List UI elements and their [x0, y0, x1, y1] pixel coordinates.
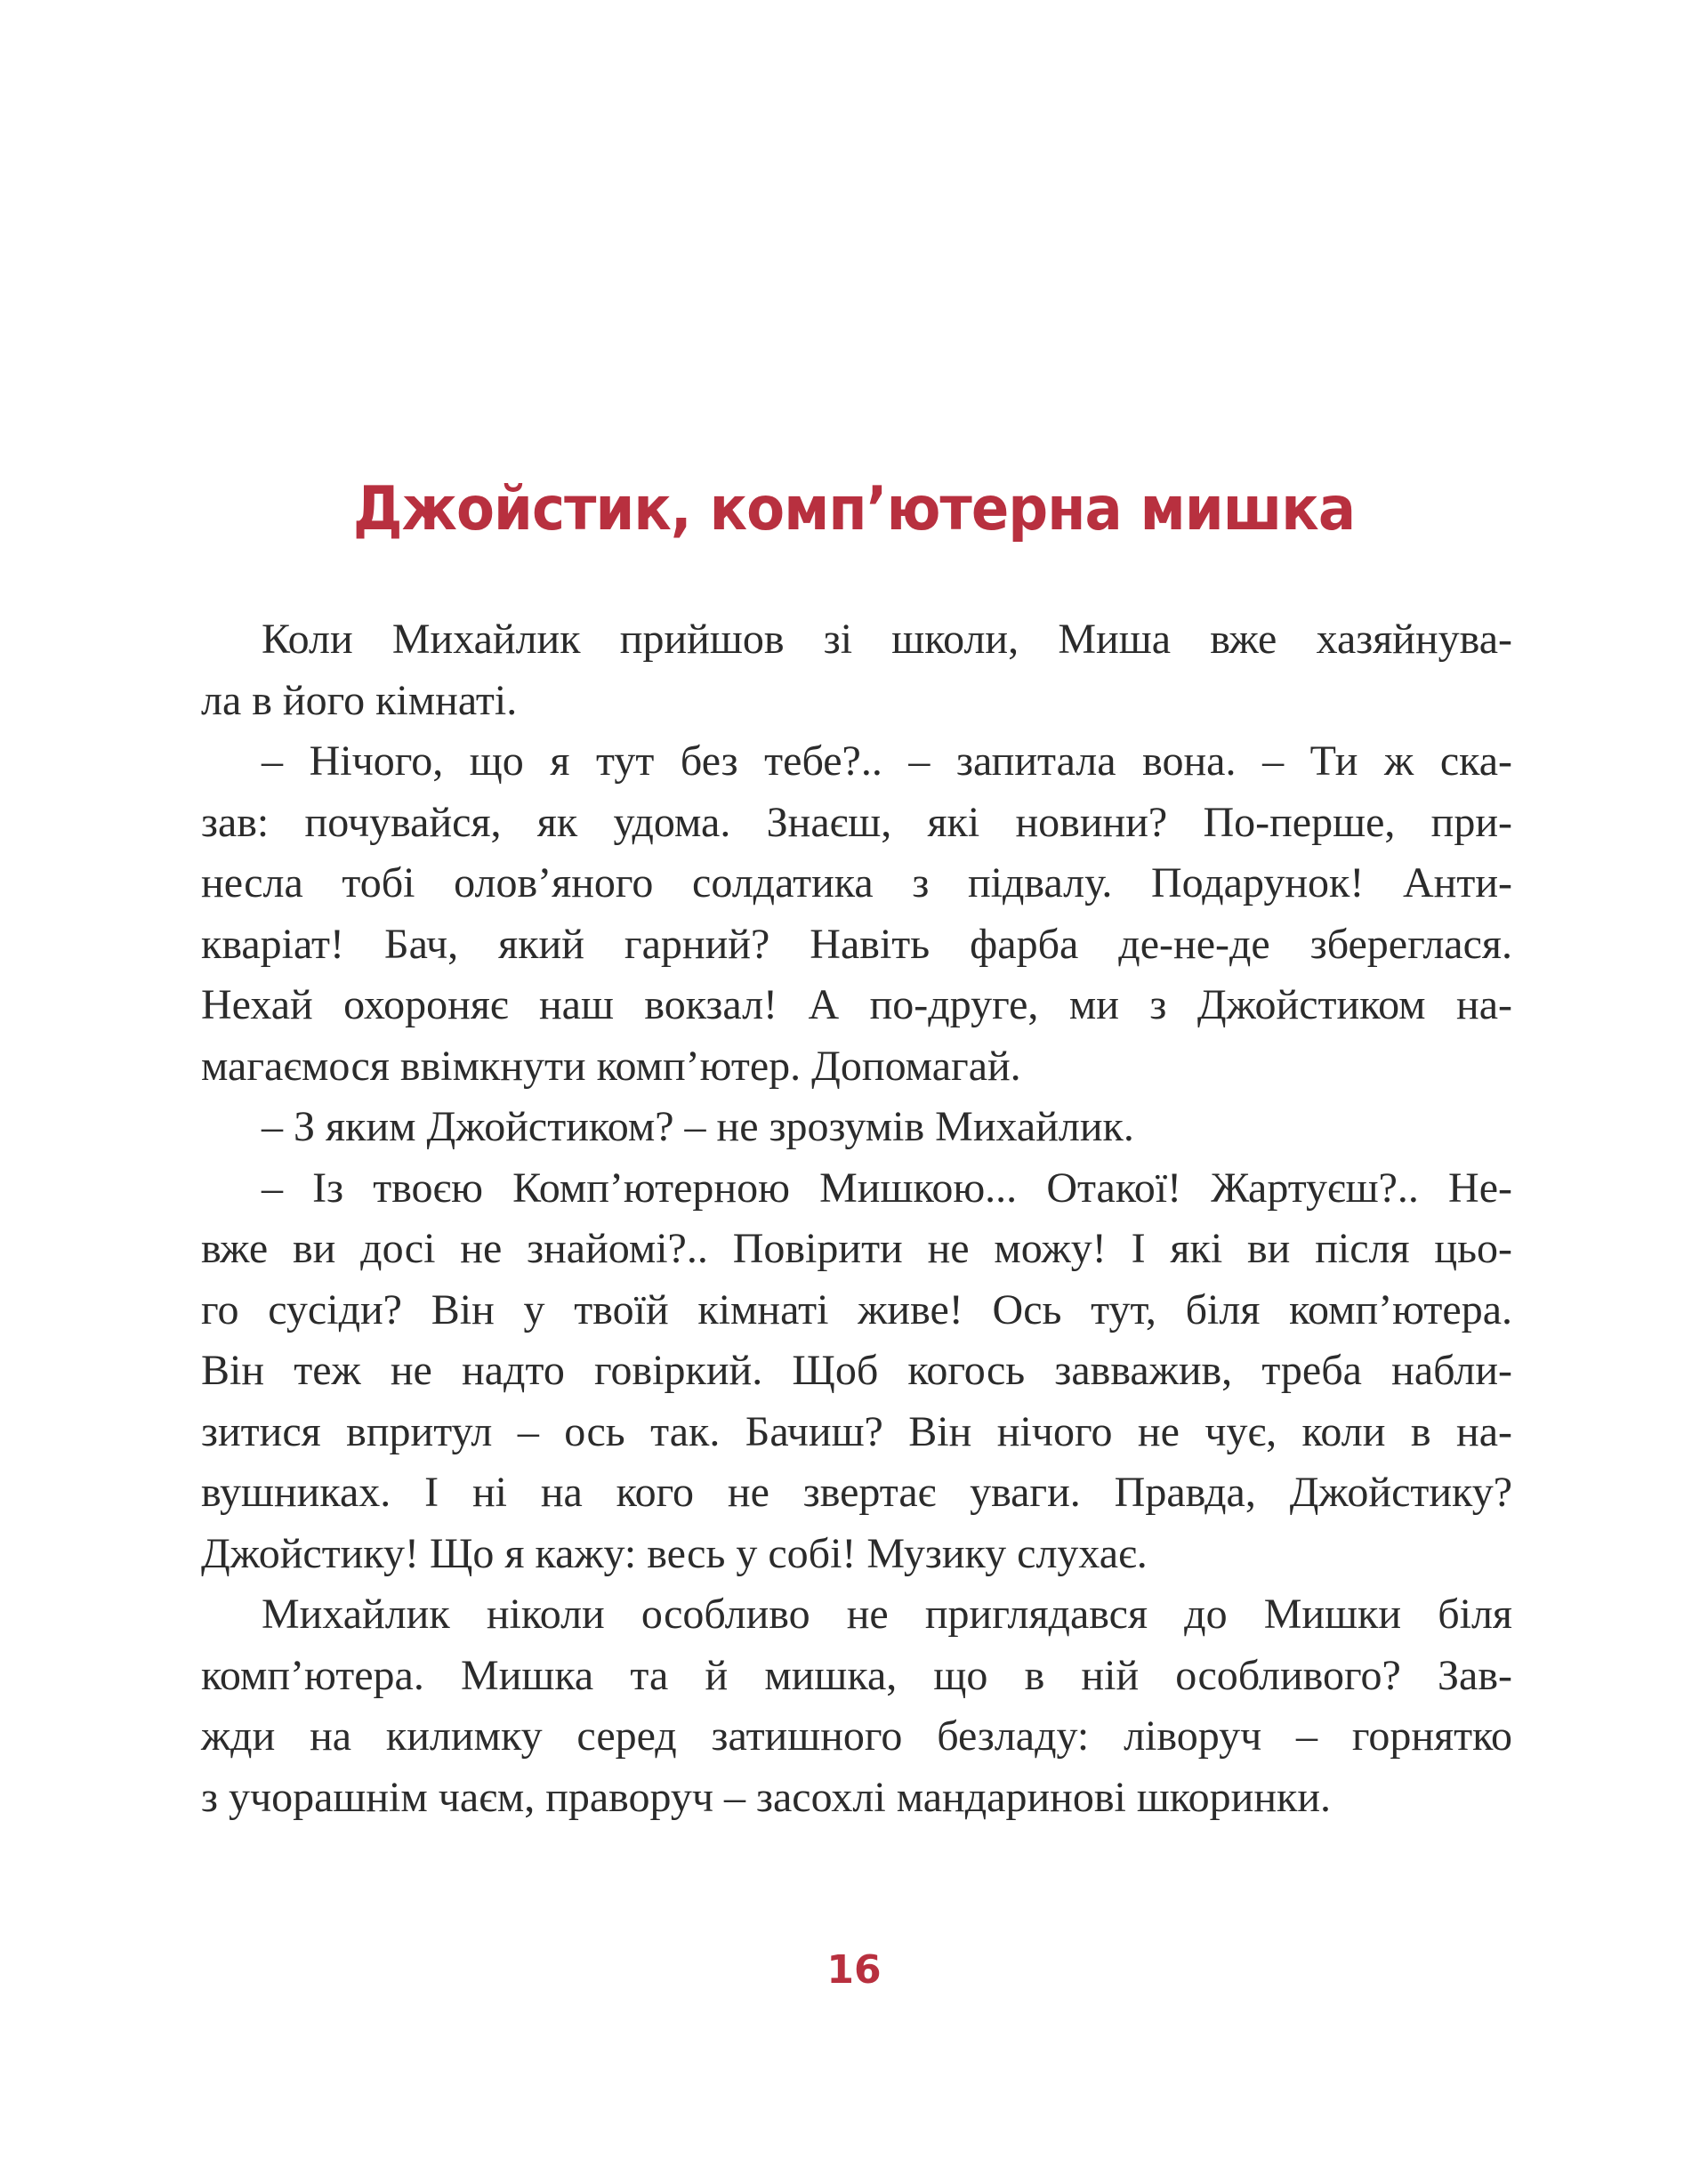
paragraph: [201, 731, 1512, 1097]
text-line: – Нічого, що я тут без тебе?.. – запитала вона. – Ти ж ска-: [262, 737, 1512, 785]
text-line: Джойстику! Що я кажу: весь у собі! Музику слухає.: [201, 1529, 1148, 1577]
text-line: Михайлик ніколи особливо не приглядався до Мишки біля: [262, 1591, 1512, 1638]
text-line: – Із твоєю Комп’ютерною Мишкою... Отакої! Жартуєш?.. Не-: [262, 1164, 1512, 1212]
text-line: жди на килимку серед затишного безладу: ліворуч – горнятко: [201, 1712, 1512, 1760]
text-line: магаємося ввімкнути комп’ютер. Допомагай.: [201, 1042, 1021, 1090]
text-line: несла тобі олов’яного солдатика з підвалу. Подарунок! Анти-: [201, 859, 1512, 906]
text-line: кваріат! Бач, який гарний? Навіть фарба де-не-де збереглася.: [201, 920, 1512, 968]
text-line: – З яким Джойстиком? – не зрозумів Михайлик.: [262, 1103, 1134, 1150]
page-number: 16: [826, 1947, 882, 1993]
paragraph: [201, 1158, 1512, 1585]
text-line: го сусіди? Він у твоїй кімнаті живе! Ось тут, біля комп’ютера.: [201, 1285, 1512, 1333]
text-line: Він теж не надто говіркий. Щоб когось завважив, треба набли-: [201, 1347, 1512, 1394]
text-line: ла в його кімнаті.: [201, 676, 518, 724]
text-line: вушниках. І ні на кого не звертає уваги. Правда, Джойстику?: [201, 1469, 1512, 1516]
paragraph: [201, 1097, 1512, 1158]
text-line: з учорашнім чаєм, праворуч – засохлі мандаринові шкоринки.: [201, 1773, 1332, 1821]
text-line: зитися впритул – ось так. Бачиш? Він нічого не чує, коли в на-: [201, 1407, 1512, 1455]
text-line: вже ви досі не знайомі?.. Повірити не можу! І які ви після цьо-: [201, 1225, 1512, 1272]
chapter-text: [201, 609, 1512, 1828]
chapter-title: Джойстик, комп’ютерна мишка: [352, 474, 1356, 544]
paragraph: [201, 1584, 1512, 1828]
paragraph: [201, 609, 1512, 731]
text-line: Нехай охороняє наш вокзал! А по-друге, ми з Джойстиком на-: [201, 981, 1512, 1028]
text-line: комп’ютера. Мишка та й мишка, що в ній особливого? Зав-: [201, 1651, 1512, 1699]
text-line: зав: почувайся, як удома. Знаєш, які новини? По-перше, при-: [201, 798, 1512, 846]
text-line: Коли Михайлик прийшов зі школи, Миша вже хазяйнува-: [262, 616, 1512, 663]
